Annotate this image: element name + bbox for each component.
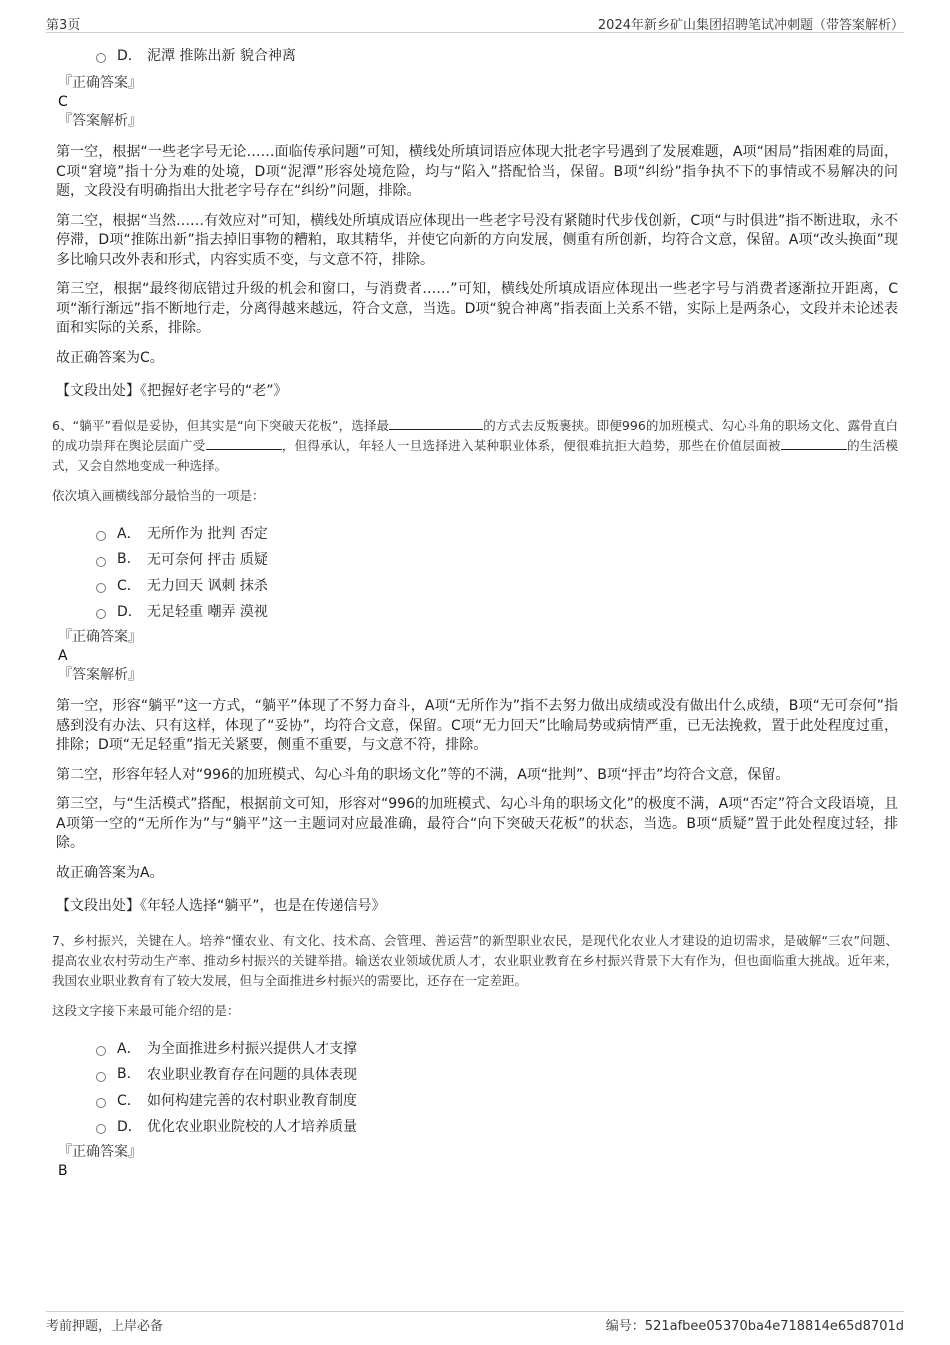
q6-option-c[interactable]: C． 无力回天 讽刺 抹杀: [96, 572, 898, 598]
blank-2: [206, 437, 282, 450]
q6-stem: 6、“躺平”看似是妥协，但其实是“向下突破天花板”，选择最 的方式去反叛裹挟。即便996的加班模式、勾心斗角的职场文化、露骨直白的成功崇拜在舆论层面广受 ，但得承认，年轻人一旦选择进入某种职业体系，便很难抗拒大趋势，那些在价值层面被 的生活模式，又会自然地变成一种选择。: [52, 418, 898, 473]
blank-1: [389, 417, 483, 430]
q6-option-d[interactable]: D． 无足轻重 嘲弄 漠视: [96, 598, 898, 624]
page-footer: [46, 1311, 904, 1334]
radio-icon[interactable]: [96, 1046, 106, 1056]
page-number: 第3页: [46, 18, 81, 33]
footer-slogan: 考前押题，上岸必备: [46, 1319, 164, 1334]
q7-answer-label: 『正确答案』: [58, 1144, 142, 1160]
q6-conclusion: 故正确答案为A。: [56, 864, 164, 881]
radio-icon[interactable]: [96, 1098, 106, 1108]
radio-icon[interactable]: [96, 1072, 106, 1082]
radio-icon[interactable]: [96, 53, 106, 63]
q5-analysis-label: 『答案解析』: [58, 113, 142, 129]
q6-analysis-2: 第二空，形容年轻人对“996的加班模式、勾心斗角的职场文化”等的不满，A项“批判”、B项“抨击”均符合文意，保留。: [56, 766, 790, 783]
q6-option-b[interactable]: B. 无可奈何 抨击 质疑: [96, 546, 898, 572]
q6-prompt: 依次填入画横线部分最恰当的一项是：: [52, 488, 265, 503]
q5-analysis-3: 第三空，根据“最终彻底错过升级的机会和窗口，与消费者……”可知，横线处所填成语应体现出一些老字号与消费者逐渐拉开距离，C项“渐行渐远”指不断地行走，分离得越来越远，符合文意，当选。D项“貌合神离”指表面上关系不错，实际上是两条心，文段并未论述表面和实际的关系，排除。: [56, 281, 898, 336]
radio-icon[interactable]: [96, 609, 106, 619]
q5-source: 【文段出处】《把握好老字号的“老”》: [56, 383, 288, 399]
radio-icon[interactable]: [96, 583, 106, 593]
document-body: [52, 40, 898, 1181]
radio-icon[interactable]: [96, 531, 106, 541]
q7-option-b[interactable]: B. 农业职业教育存在问题的具体表现: [96, 1061, 898, 1087]
q6-analysis-3: 第三空，与“生活模式”搭配，根据前文可知，形容对“996的加班模式、勾心斗角的职场文化”的极度不满，A项“否定”符合文段语境，且A项第一空的“无所作为”与“躺平”这一主题词对应最准确，最符合“向下突破天花板”的状态，当选。B项“质疑”置于此处程度过轻，排除。: [56, 796, 898, 851]
q5-option-d[interactable]: D． 泥潭 推陈出新 貌合神离: [96, 40, 898, 70]
q6-option-a[interactable]: A． 无所作为 批判 否定: [96, 520, 898, 546]
q6-analysis-label: 『答案解析』: [58, 667, 142, 683]
q5-answer-label: 『正确答案』: [58, 75, 142, 91]
q6-source: 【文段出处】《年轻人选择“躺平”，也是在传递信号》: [56, 898, 386, 914]
q5-conclusion: 故正确答案为C。: [56, 349, 164, 366]
page-header: [46, 12, 904, 33]
q6-answer-label: 『正确答案』: [58, 629, 142, 645]
q7-answer: B: [58, 1163, 68, 1179]
q5-analysis-1: 第一空，根据“一些老字号无论……面临传承问题”可知，横线处所填词语应体现大批老字号遇到了发展难题，A项“困局”指困难的局面，C项“窘境”指十分为难的处境，D项“泥潭”形容处境危险，均与“陷入”搭配恰当，保留。B项“纠纷”指争执不下的事情或不易解决的问题，文段没有明确指出大批老字号存在“纠纷”问题，排除。: [56, 144, 898, 199]
document-title: 2024年新乡矿山集团招聘笔试冲刺题（带答案解析）: [597, 18, 904, 33]
q7-stem: 7、乡村振兴，关键在人。培养“懂农业、有文化、技术高、会管理、善运营”的新型职业农民，是现代化农业人才建设的迫切需求，是破解“三农”问题、提高农业农村劳动生产率、推动乡村振兴的关键举措。输送农业领域优质人才，农业职业教育在乡村振兴背景下大有作为，但也面临重大挑战。近年来，我国农业职业教育有了较大发展，但与全面推进乡村振兴的需要比，还存在一定差距。: [52, 933, 898, 988]
q7-option-d[interactable]: D． 优化农业职业院校的人才培养质量: [96, 1113, 898, 1139]
q7-option-a[interactable]: A． 为全面推进乡村振兴提供人才支撑: [96, 1035, 898, 1061]
q7-prompt: 这段文字接下来最可能介绍的是：: [52, 1003, 240, 1018]
q5-answer: C: [58, 94, 68, 110]
q6-answer: A: [58, 648, 68, 664]
radio-icon[interactable]: [96, 557, 106, 567]
q6-analysis-1: 第一空，形容“躺平”这一方式，“躺平”体现了不努力奋斗，A项“无所作为”指不去努力做出成绩或没有做出什么成绩，B项“无可奈何”指感到没有办法、只有这样，体现了“妥协”，均符合文意，保留。C项“无力回天”比喻局势或病情严重，已无法挽救，置于此处程度过重，排除；D项“无足轻重”指无关紧要，侧重不重要，与文意不符，排除。: [56, 698, 898, 753]
q5-analysis-2: 第二空，根据“当然……有效应对”可知，横线处所填成语应体现出一些老字号没有紧随时代步伐创新，C项“与时俱进”指不断进取，永不停滞，D项“推陈出新”指去掉旧事物的糟粕，取其精华，并使它向新的方向发展，侧重有所创新，均符合文意，保留。A项“改头换面”现多比喻只改外表和形式，内容实质不变，与文意不符，排除。: [56, 212, 898, 268]
document-code: 编号：521afbee05370ba4e718814e65d8701d: [605, 1319, 904, 1334]
blank-3: [781, 437, 847, 450]
radio-icon[interactable]: [96, 1124, 106, 1134]
q7-option-c[interactable]: C． 如何构建完善的农村职业教育制度: [96, 1087, 898, 1113]
